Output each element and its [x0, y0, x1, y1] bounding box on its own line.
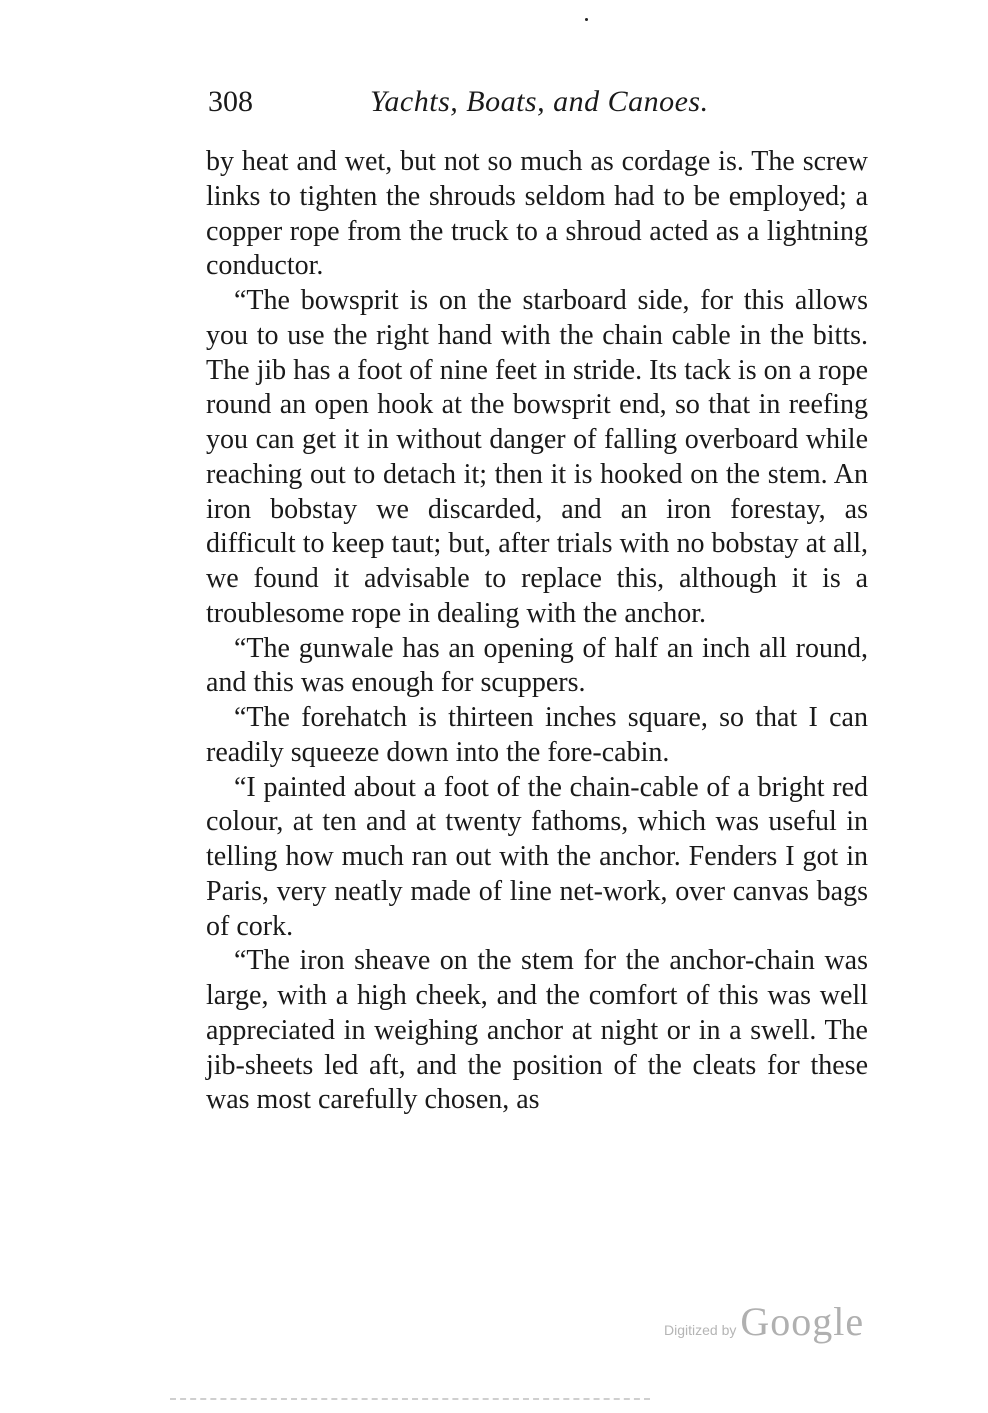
paragraph: “The gunwale has an opening of half an inch all round, and this was enough for scuppers.: [206, 632, 868, 699]
paragraph: “I painted about a foot of the chain-cable of a bright red colour, at ten and at twenty fathoms, which was useful in telling how much ran out with the anchor. Fenders I got in Paris, very neatly made of line net-work, over canvas bags of cork.: [206, 771, 868, 942]
digitized-watermark: [664, 1298, 864, 1348]
scan-edge-divider: [170, 1398, 650, 1400]
watermark-prefix: Digitized by: [664, 1322, 737, 1338]
running-title: Yachts, Boats, and Canoes.: [370, 85, 709, 118]
paragraph: by heat and wet, but not so much as cordage is. The screw links to tighten the shrouds seldom had to be employed; a copper rope from the truck to a shroud acted as a lightning conductor.: [206, 146, 868, 282]
google-logo: Google: [740, 1299, 865, 1344]
body-text: [206, 145, 868, 1118]
paragraph: “The bowsprit is on the starboard side, for this allows you to use the right hand with the chain cable in the bitts. The jib has a foot of nine feet in stride. Its tack is on a rope round an open hook at the bowsprit end, so that in reefing you can get it in without danger of falling overboard while reaching out to detach it; then it is hooked on the stem. An iron bobstay we discarded, and an iron forestay, as difficult to keep taut; but, after trials with no bobstay at all, we found it advisable to replace this, although it is a troublesome rope in dealing with the anchor.: [206, 285, 868, 629]
paragraph: “The forehatch is thirteen inches square, so that I can readily squeeze down into the fore-cabin.: [206, 702, 868, 768]
scan-speck: [585, 18, 588, 21]
page-header: [208, 82, 868, 122]
paragraph: “The iron sheave on the stem for the anchor-chain was large, with a high cheek, and the comfort of this was well appreciated in weighing anchor at night or in a swell. The jib-sheets led aft, and the position of the cleats for these was most carefully chosen, as: [206, 945, 868, 1116]
page-number: 308: [208, 85, 253, 118]
